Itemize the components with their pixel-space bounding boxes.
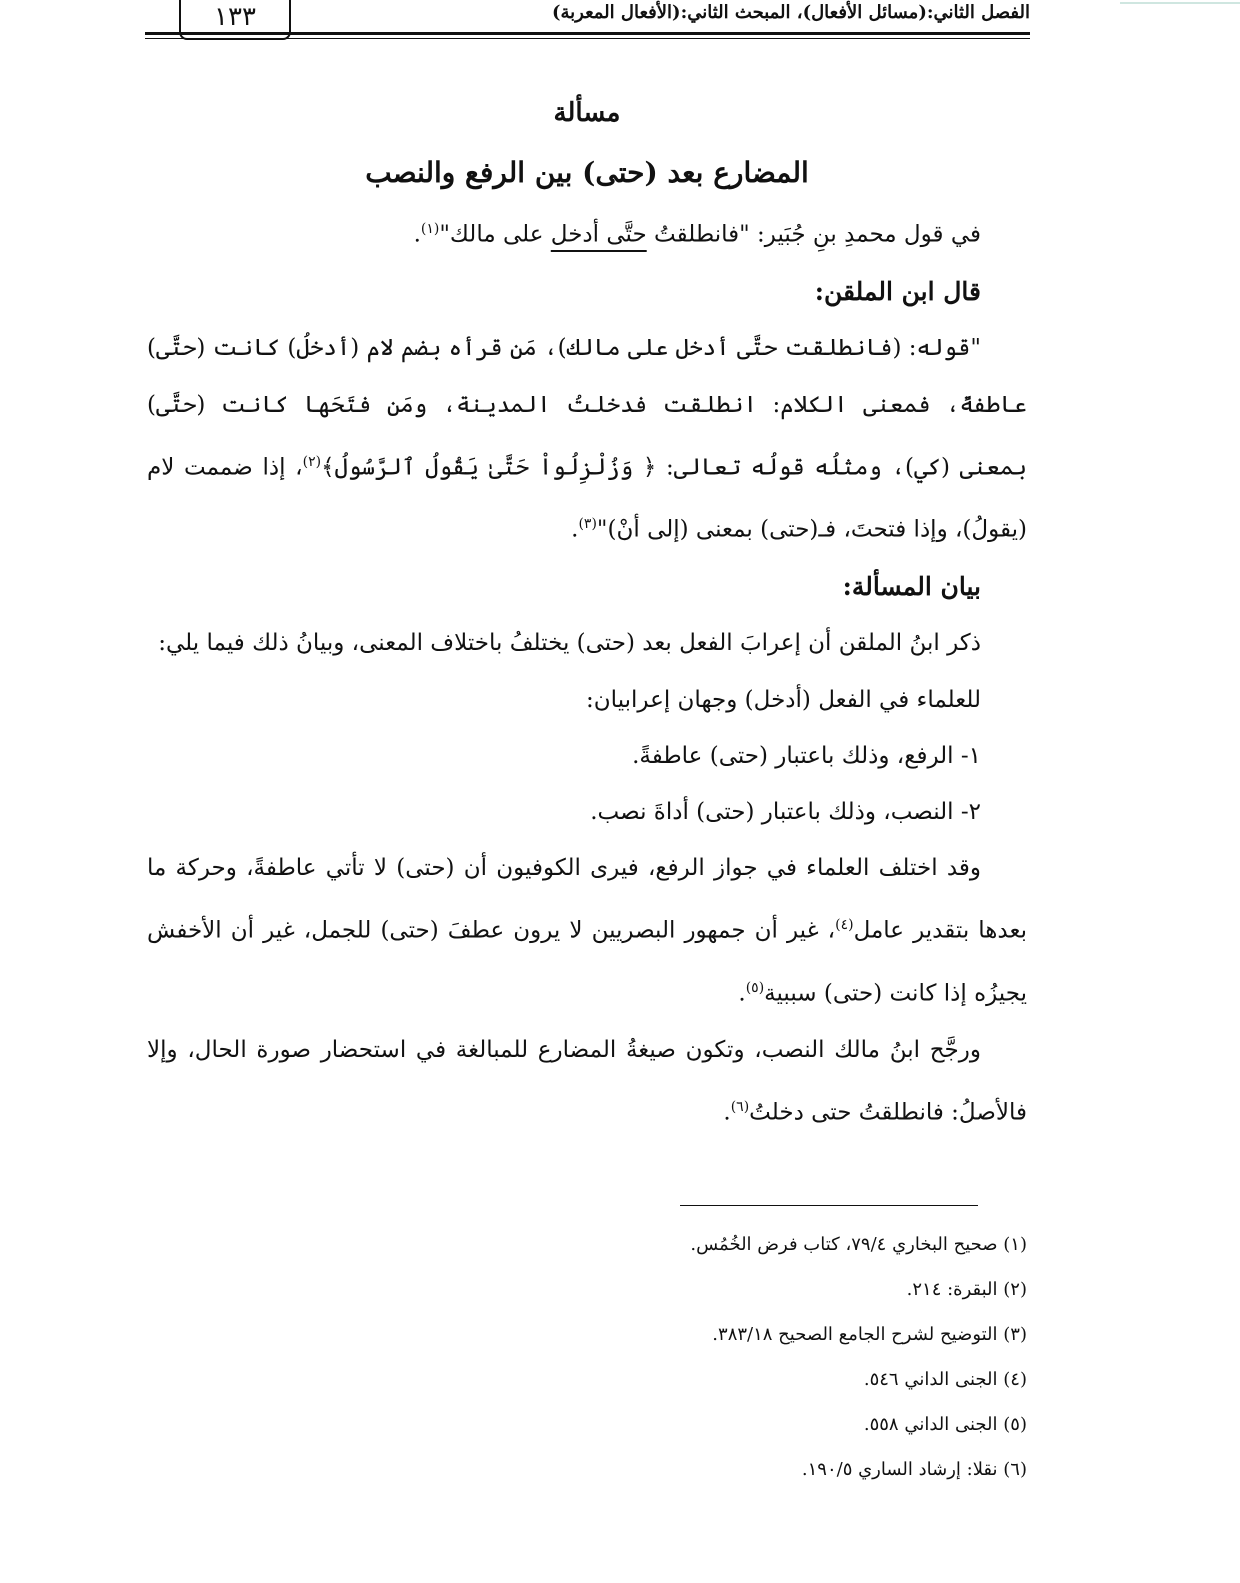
intro-underlined: حتَّى أدخل: [550, 221, 647, 248]
para-2-end: .: [738, 980, 746, 1007]
header-rule-thin: [145, 38, 1030, 39]
heading-bayan: بيان المسألة:: [842, 571, 981, 601]
footnote-ref-2: (٢): [302, 453, 322, 470]
corner-mark: [1120, 2, 1240, 10]
section-title: المضارع بعد (حتى) بين الرفع والنصب: [365, 156, 809, 189]
quote-part-b: ، إذا ضممت لام (يقولُ)، وإذا فتحتَ، فـ(حتى) بمعنى (إلى أنْ)": [147, 454, 1027, 543]
header-title: الفصل الثاني:(مسائل الأفعال)، المبحث الثاني:(الأفعال المعربة): [551, 2, 1030, 23]
paragraph-1: ذكر ابنُ الملقن أن إعرابَ الفعل بعد (حتى) يختلفُ باختلاف المعنى، وبيانُ ذلك فيما يلي:: [158, 629, 981, 656]
intro-prefix: في قول محمدِ بنِ جُبَير: "فانطلقتُ: [646, 221, 981, 248]
body-text: [147, 90, 1027, 1142]
quote-end: .: [571, 516, 579, 543]
intro-end: .: [413, 221, 421, 248]
list-item-1: ١- الرفع، وذلك باعتبار (حتى) عاطفةً.: [632, 742, 981, 769]
list-item-2: ٢- النصب، وذلك باعتبار (حتى) أداةَ نصب.: [590, 798, 981, 825]
footnote-ref-5: (٥): [745, 979, 765, 996]
list-intro: للعلماء في الفعل (أدخل) وجهان إعرابيان:: [586, 686, 981, 713]
para-3-end: .: [723, 1099, 731, 1126]
footnote-ref-6: (٦): [730, 1099, 750, 1116]
footnote-5: (٥) الجنى الداني ٥٥٨.: [863, 1414, 1027, 1435]
para-2-part-b: ، غير أن جمهور البصريين لا يرون عطفَ (حتى) للجمل، غير أن الأخفش يجيزُه إذا كانت (حتى) سببية: [147, 917, 1027, 1007]
para-2-part-a: وقد اختلف العلماء في جواز الرفع، فيرى الكوفيون أن (حتى) لا تأتي عاطفةً، وحركة ما بعدها بتقدير عامل: [147, 854, 1027, 944]
running-header: [145, 0, 1030, 44]
footnote-4: (٤) الجنى الداني ٥٤٦.: [863, 1369, 1027, 1390]
footnote-1: (١) صحيح البخاري ٧٩/٤، كتاب فرض الخُمُس.: [690, 1234, 1027, 1255]
footnotes: [147, 1222, 1027, 1492]
footnote-3: (٣) التوضيح لشرح الجامع الصحيح ٣٨٣/١٨.: [712, 1324, 1027, 1345]
footnote-2: (٢) البقرة: ٢١٤.: [906, 1279, 1027, 1300]
intro-paragraph: [147, 201, 1027, 264]
paragraph-3: [147, 1022, 1027, 1142]
page-number: ١٣٣: [179, 0, 291, 40]
quote-part-a: "قوله: (فانطلقت حتَّى أدخل على مالك)، مَن قرأه بضم لام (أدخلُ) كانت (حتَّى) عاطفةً، فمعنى الكلام: انطلقت فدخلتُ المدينة، ومَن فتَحَها كانت (حتَّى) بمعنى (كي)، ومثلُه قولُه تعالى: ﴿ وَزُلْزِلُواْ حَتَّىٰ يَقُولُ ٱلرَّسُولُ﴾: [147, 334, 1027, 481]
intro-suffix: على مالك": [439, 221, 551, 248]
quote-paragraph: [147, 320, 1027, 559]
para-3-part-a: ورجَّح ابنُ مالك النصب، وتكون صيغةُ المضارع للمبالغة في استحضار صورة الحال، وإلا فالأصلُ: فانطلقتُ حتى دخلتُ: [147, 1037, 1027, 1126]
footnote-separator: [680, 1205, 978, 1206]
section-label: مسألة: [553, 98, 621, 128]
footnote-ref-4: (٤): [835, 916, 854, 933]
heading-ibn-almulaqqin: قال ابن الملقن:: [814, 276, 981, 306]
footnote-ref-1: (١): [420, 221, 440, 237]
paragraph-2: [147, 840, 1027, 1022]
footnote-ref-3: (٣): [578, 516, 597, 533]
header-rule-thick: [145, 32, 1030, 35]
footnote-6: (٦) نقلا: إرشاد الساري ١٩٠/٥.: [801, 1459, 1027, 1480]
